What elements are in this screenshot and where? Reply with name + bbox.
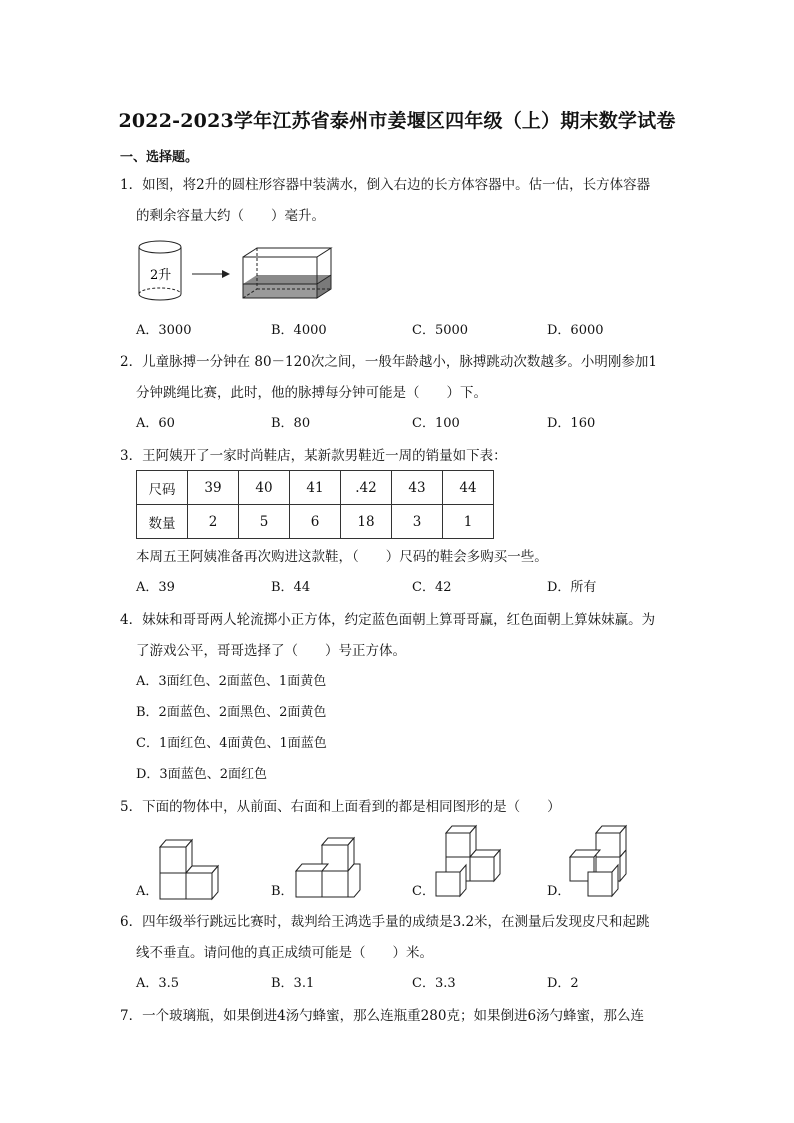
table-cell: 6 [290, 505, 341, 539]
q1-line2: 的剩余容量大约（ ）毫升。 [136, 208, 325, 224]
q5-figure-d [570, 826, 650, 898]
q3-line1: 3．王阿姨开了一家时尚鞋店，某新款男鞋近一周的销量如下表： [120, 448, 507, 464]
q2-option-b: B．80 [271, 416, 311, 431]
page-title: 2022-2023学年江苏省泰州市姜堰区四年级（上）期末数学试卷 [118, 110, 676, 132]
q5-figure-c [436, 826, 516, 898]
q5-line1: 5．下面的物体中，从前面、右面和上面看到的都是相同图形的是（ ） [120, 799, 561, 815]
q6-option-a: A．3.5 [136, 976, 180, 991]
q2-line1: 2．儿童脉搏一分钟在 80－120次之间，一般年龄越小，脉搏跳动次数越多。小明刚参加1 [120, 354, 657, 370]
cuboid-figure [243, 248, 331, 298]
q1-figure [136, 238, 336, 308]
q2-option-a: A．60 [136, 416, 175, 431]
q1-line1: 1．如图，将2升的圆柱形容器中装满水，倒入右边的长方体容器中。估一估，长方体容器 [120, 177, 651, 193]
q1-option-b: B．4000 [271, 323, 327, 338]
table-row [137, 505, 494, 539]
q5-option-c: C． [412, 884, 435, 899]
q6-line2: 线不垂直。请问他的真正成绩可能是（ ）米。 [136, 945, 433, 961]
shoe-sales-table [136, 470, 494, 539]
table-cell: 43 [392, 471, 443, 505]
q1-option-c: C．5000 [412, 323, 469, 338]
cylinder-label: 2升 [150, 268, 172, 283]
q6-line1: 6．四年级举行跳远比赛时，裁判给王鸿选手量的成绩是3.2米，在测量后发现皮尺和起跳 [120, 914, 650, 930]
q4-option-d: D．3面蓝色、2面红色 [136, 767, 267, 782]
q5-option-b: B． [271, 884, 294, 899]
q6-option-c: C．3.3 [412, 976, 456, 991]
q2-line2: 分钟跳绳比赛，此时，他的脉搏每分钟可能是（ ）下。 [136, 385, 487, 401]
table-cell: 5 [239, 505, 290, 539]
table-cell: 40 [239, 471, 290, 505]
q3-line2: 本周五王阿姨准备再次购进这款鞋，（ ）尺码的鞋会多购买一些。 [136, 549, 548, 565]
q5-option-a: A． [136, 884, 159, 899]
q3-option-a: A．39 [136, 580, 175, 595]
table-cell: .42 [341, 471, 392, 505]
table-cell: 2 [188, 505, 239, 539]
table-cell: 1 [443, 505, 494, 539]
q4-line2: 了游戏公平，哥哥选择了（ ）号正方体。 [136, 643, 406, 659]
table-cell: 数量 [137, 505, 188, 539]
q7-line1: 7．一个玻璃瓶，如果倒进4汤勺蜂蜜，那么连瓶重280克；如果倒进6汤勺蜂蜜，那么连 [120, 1008, 645, 1024]
q2-option-d: D．160 [547, 416, 596, 431]
q6-option-b: B．3.1 [271, 976, 315, 991]
table-cell: 3 [392, 505, 443, 539]
q1-option-a: A．3000 [136, 323, 192, 338]
q3-option-c: C．42 [412, 580, 452, 595]
section-heading: 一、选择题。 [120, 150, 199, 165]
table-cell: 18 [341, 505, 392, 539]
q4-line1: 4．妹妹和哥哥两人轮流掷小正方体，约定蓝色面朝上算哥哥赢，红色面朝上算妹妹赢。为 [120, 612, 656, 628]
q5-figure-b [296, 832, 376, 898]
q3-option-d: D．所有 [547, 580, 597, 595]
q5-figure-a [160, 834, 230, 898]
table-row [137, 471, 494, 505]
q3-option-b: B．44 [271, 580, 311, 595]
q4-option-b: B．2面蓝色、2面黑色、2面黄色 [136, 705, 327, 720]
q1-option-d: D．6000 [547, 323, 604, 338]
q6-option-d: D．2 [547, 976, 579, 991]
q5-option-d: D． [547, 884, 571, 899]
table-cell: 44 [443, 471, 494, 505]
table-cell: 39 [188, 471, 239, 505]
q4-option-a: A．3面红色、2面蓝色、1面黄色 [136, 674, 327, 689]
arrow-figure [192, 270, 230, 278]
table-cell: 尺码 [137, 471, 188, 505]
q2-option-c: C．100 [412, 416, 460, 431]
table-cell: 41 [290, 471, 341, 505]
q4-option-c: C．1面红色、4面黄色、1面蓝色 [136, 736, 327, 751]
